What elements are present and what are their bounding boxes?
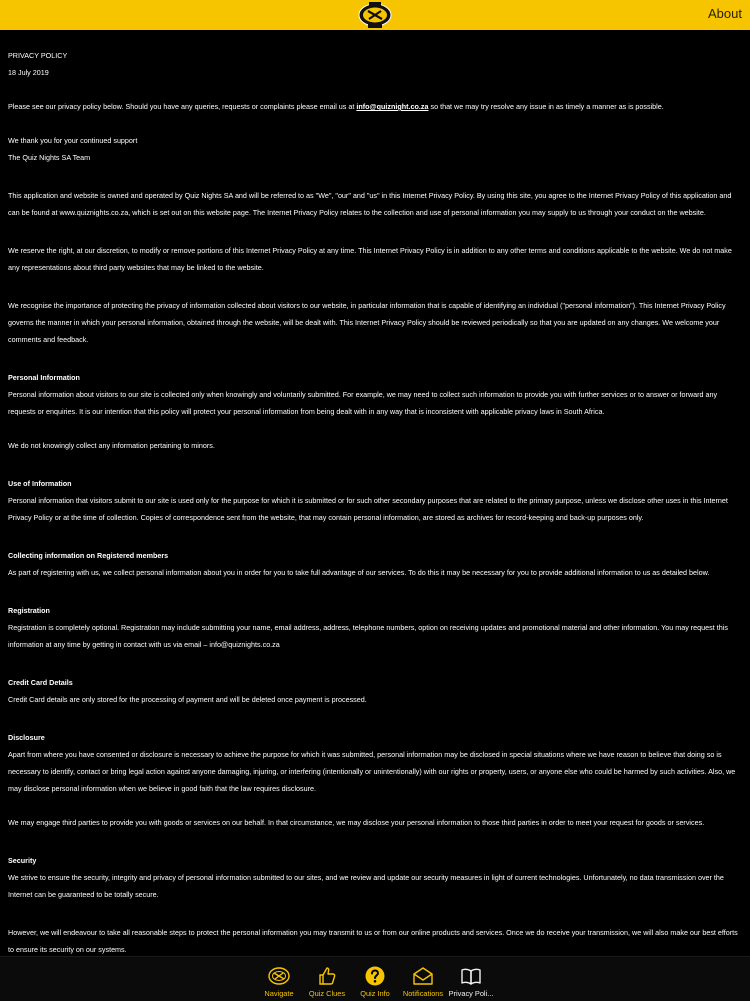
tab-navigate-label: Navigate: [264, 989, 294, 998]
intro-text-end: so that we may try resolve any issue in as timely a manner as is possible.: [428, 102, 664, 111]
registered-members-heading: Collecting information on Registered members: [8, 551, 169, 560]
personal-information-paragraph: Personal information about visitors to our site is collected only when knowingly and voluntarily submitted. For example, we may need to collect such information to provide you with further services or to answer or forward any requests or enquiries. It is our intention that this policy will protect your personal information from being dealt with in any way that is inconsistent with applicable privacy laws in South Africa.: [8, 390, 718, 416]
top-bar: [0, 0, 750, 30]
team-signature: The Quiz Nights SA Team: [8, 153, 91, 162]
registration-heading: Registration: [8, 606, 50, 615]
envelope-icon: [412, 966, 434, 986]
policy-date: 18 July 2019: [8, 68, 49, 77]
bottom-tab-bar: [0, 956, 750, 1001]
privacy-policy-content: [8, 30, 742, 958]
book-icon: [460, 966, 482, 986]
about-link[interactable]: About: [708, 6, 742, 21]
registered-members-paragraph: As part of registering with us, we collect personal information about you in order for you to take full advantage of our services. To do this it may be necessary for you to provide additional information to us as detailed below.: [8, 568, 710, 577]
third-parties-paragraph: We may engage third parties to provide you with goods or services on our behalf. In that circumstance, we may disclose your personal information to those third parties in order to meet your request for goods or services.: [8, 818, 705, 827]
disclosure-heading: Disclosure: [8, 733, 45, 742]
credit-card-heading: Credit Card Details: [8, 678, 73, 687]
tab-quiz-info-label: Quiz Info: [360, 989, 390, 998]
quiz-nights-logo[interactable]: [357, 1, 393, 29]
ownership-paragraph: This application and website is owned and operated by Quiz Nights SA and will be referred to as "We", "our" and "us" in this Internet Privacy Policy. By using this site, you agree to the Internet Privacy Policy of this application and can be found at www.quiznights.co.za, which is set out on this website page. The Internet Privacy Policy relates to the collection and use of personal information you may supply to us through your conduct on the website.: [8, 191, 732, 217]
disclosure-paragraph: Apart from where you have consented or disclosure is necessary to achieve the purpose for which it was submitted, personal information may be disclosed in special situations where we have reason to believe that doing so is necessary to identify, contact or bring legal action against anyone damaging, injuring, or interfering (intentionally or unintentionally) with our rights or property, users, or anyone else who could be harmed by such activities. Also, we may disclose personal information when we believe in good faith that the law requires disclosure.: [8, 750, 736, 793]
page-title: PRIVACY POLICY: [8, 51, 68, 60]
security-heading: Security: [8, 856, 37, 865]
intro-text-start: Please see our privacy policy below. Should you have any queries, requests or complaints please email us at: [8, 102, 357, 111]
use-of-information-paragraph: Personal information that visitors submit to our site is used only for the purpose for which it is submitted or for such other secondary purposes that are related to the primary purpose, unless we disclose other uses in this Internet Privacy Policy or at the time of collection. Copies of correspondence sent from the website, that may contain personal information, are stored as archives for record-keeping and back-up purposes only.: [8, 496, 728, 522]
use-of-information-heading: Use of Information: [8, 479, 72, 488]
question-icon: [364, 966, 386, 986]
tab-privacy-policy-label: Privacy Poli...: [448, 989, 494, 998]
security-efforts-paragraph: However, we will endeavour to take all reasonable steps to protect the personal information you may transmit to us or from our online products and services. Once we do receive your transmission, we will also make our best efforts to ensure its security on our systems.: [8, 928, 738, 954]
tab-privacy-policy[interactable]: [444, 957, 498, 1001]
personal-information-heading: Personal Information: [8, 373, 80, 382]
thanks-text: We thank you for your continued support: [8, 136, 138, 145]
importance-paragraph: We recognise the importance of protecting the privacy of information collected about visitors to our website, in particular information that is capable of identifying an individual ("personal information"). This Internet Privacy Policy governs the manner in which your personal information, obtained through the website, will be dealt with. This Internet Privacy Policy should be reviewed periodically so that you are updated on any changes. We welcome your comments and feedback.: [8, 301, 726, 344]
registration-paragraph: Registration is completely optional. Registration may include submitting your name, email address, address, telephone numbers, option on receiving updates and promotional material and other information. You may request this information at any time by getting in contact with us via email – info@quiznights.co.za: [8, 623, 728, 649]
tab-notifications-label: Notifications: [402, 989, 444, 998]
navigate-icon: [268, 966, 290, 986]
intro-paragraph: [8, 98, 742, 115]
minors-paragraph: We do not knowingly collect any information pertaining to minors.: [8, 441, 215, 450]
modification-paragraph: We reserve the right, at our discretion, to modify or remove portions of this Internet Privacy Policy at any time. This Internet Privacy Policy is in addition to any other terms and conditions applicable to the website. We do not make any representations about third party websites that may be linked to the website.: [8, 246, 732, 272]
credit-card-paragraph: Credit Card details are only stored for the processing of payment and will be deleted once payment is processed.: [8, 695, 367, 704]
email-link[interactable]: info@quiznight.co.za: [356, 102, 429, 111]
security-paragraph: We strive to ensure the security, integrity and privacy of personal information submitted to our sites, and we review and update our security measures in light of current technologies. Unfortunately, no data transmission over the Internet can be guaranteed to be totally secure.: [8, 873, 724, 899]
thumbs-up-icon: [316, 966, 338, 986]
tab-quiz-clues-label: Quiz Clues: [308, 989, 346, 998]
